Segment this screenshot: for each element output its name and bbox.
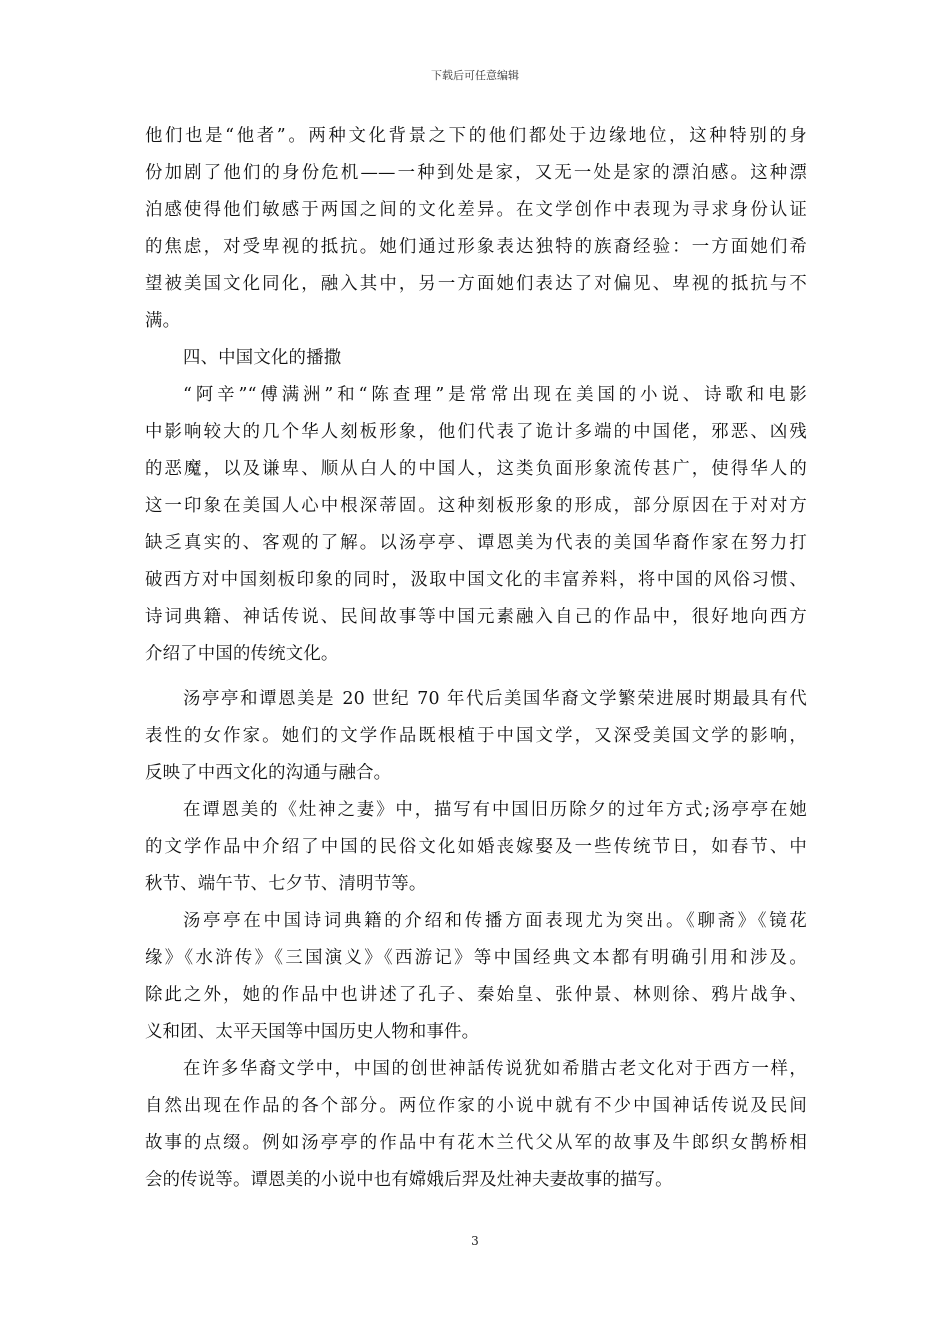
text-line: 份加剧了他们的身份危机——一种到处是家，又无一处是家的漂泊感。这种漂 [145,163,807,183]
text-line: 望被美国文化同化，融入其中，另一方面她们表达了对偏见、卑视的抵抗与不 [145,274,807,294]
text-line: 中影响较大的几个华人刻板形象，他们代表了诡计多端的中国佬，邪恶、凶残 [145,422,807,442]
text-line: 的文学作品中介绍了中国的民俗文化如婚丧嫁娶及一些传统节日，如春节、中 [145,837,807,857]
text-line: 秋节、端午节、七夕节、清明节等。 [145,874,427,894]
section-heading: 四、中国文化的播撒 [183,348,342,368]
page-number: 3 [471,1234,479,1248]
text-line: 的焦虑，对受卑视的抵抗。她们通过形象表达独特的族裔经验：一方面她们希 [145,237,807,257]
text-line: 义和团、太平天国等中国历史人物和事件。 [145,1022,480,1042]
text-line: 介绍了中国的传统文化。 [145,644,339,664]
text-line: 泊感使得他们敏感于两国之间的文化差异。在文学创作中表现为寻求身份认证 [145,200,807,220]
text-line: 满。 [145,311,181,331]
text-line: 汤亭亭和谭恩美是 20 世纪 70 年代后美国华裔文学繁荣进展时期最具有代 [183,689,807,709]
text-line: 汤亭亭在中国诗词典籍的介绍和传播方面表现尤为突出。《聊斋》《镜花 [183,911,807,931]
text-line: 表性的女作家。她们的文学作品既根植于中国文学，又深受美国文学的影响， [145,726,807,746]
text-line: 他们也是“他者”。两种文化背景之下的他们都处于边缘地位，这种特别的身 [145,126,807,146]
text-line: 缘》《水浒传》《三国演义》《西游记》等中国经典文本都有明确引用和涉及。 [145,948,807,968]
text-line: 故事的点缀。例如汤亭亭的作品中有花木兰代父从军的故事及牛郎织女鹊桥相 [145,1133,807,1153]
text-line: 会的传说等。谭恩美的小说中也有嫦娥后羿及灶神夫妻故事的描写。 [145,1170,673,1190]
text-line: 的恶魔，以及谦卑、顺从白人的中国人，这类负面形象流传甚广，使得华人的 [145,459,807,479]
text-line: 在谭恩美的《灶神之妻》中，描写有中国旧历除夕的过年方式;汤亭亭在她 [183,800,807,820]
page-header: 下载后可任意编辑 [431,69,519,82]
text-line: 诗词典籍、神话传说、民间故事等中国元素融入自己的作品中，很好地向西方 [145,607,807,627]
text-line: “阿辛”“傅满洲”和“陈查理”是常常出现在美国的小说、诗歌和电影 [183,385,807,405]
text-line: 自然出现在作品的各个部分。两位作家的小说中就有不少中国神话传说及民间 [145,1096,807,1116]
text-line: 破西方对中国刻板印象的同时，汲取中国文化的丰富养料，将中国的风俗习惯、 [145,570,807,590]
text-line: 反映了中西文化的沟通与融合。 [145,763,392,783]
text-line: 在许多华裔文学中，中国的创世神話传说犹如希腊古老文化对于西方一样， [183,1059,807,1079]
text-line: 除此之外，她的作品中也讲述了孔子、秦始皇、张仲景、林则徐、鸦片战争、 [145,985,807,1005]
text-line: 缺乏真实的、客观的了解。以汤亭亭、谭恩美为代表的美国华裔作家在努力打 [145,533,807,553]
text-line: 这一印象在美国人心中根深蒂固。这种刻板形象的形成，部分原因在于对对方 [145,496,807,516]
